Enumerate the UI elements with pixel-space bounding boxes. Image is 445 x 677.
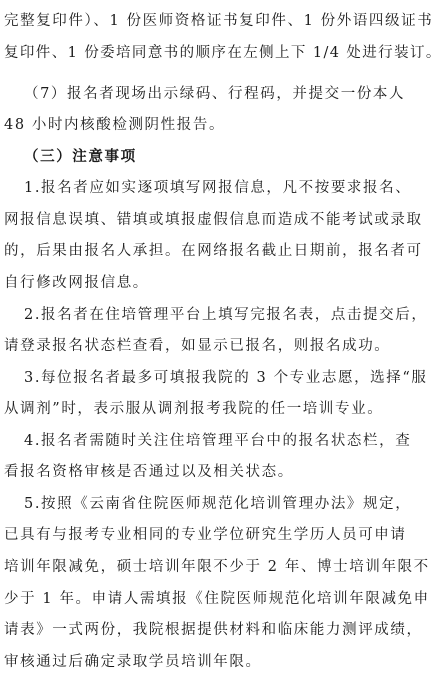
text-line: 请登录报名状态栏查看，如显示已报名，则报名成功。 [4,338,391,354]
text-line: 完整复印件）、1 份医师资格证书复印件、1 份外语四级证书 [4,13,434,29]
text-line: 3.每位报名者最多可填报我院的 3 个专业志愿，选择“服 [24,370,428,386]
text-line: 培训年限减免，硕士培训年限不少于 2 年、博士培训年限不 [4,559,430,575]
text-line: 48 小时内核酸检测阴性报告。 [4,117,226,133]
text-line: （7）报名者现场出示绿码、行程码，并提交一份本人 [24,86,406,102]
text-line: 看报名资格审核是否通过以及相关状态。 [4,464,294,480]
section-heading: （三）注意事项 [24,148,137,165]
text-line: 2.报名者在住培管理平台上填写完报名表，点击提交后， [24,307,428,323]
text-line: 4.报名者需随时关注住培管理平台中的报名状态栏，查 [24,433,412,449]
text-line: 从调剂”时，表示服从调剂报考我院的任一培训专业。 [4,401,384,417]
text-line: 5.按照《云南省住院医师规范化培训管理办法》规定， [24,496,412,512]
text-line: 少于 1 年。申请人需填报《住院医师规范化培训年限减免申 [4,591,430,607]
text-line: 自行修改网报信息。 [4,275,149,291]
text-line: 已具有与报考专业相同的专业学位研究生学历人员可申请 [4,527,407,543]
text-line: 复印件、1 份委培同意书的顺序在左侧上下 1/4 处进行装订。 [4,45,442,61]
text-line: 审核通过后确定录取学员培训年限。 [4,654,262,670]
text-line: 请表》一式两份，我院根据提供材料和临床能力测评成绩， [4,622,423,638]
text-line: 1.报名者应如实逐项填写网报信息，凡不按要求报名、 [24,180,412,196]
text-line: 网报信息误填、错填或填报虚假信息而造成不能考试或录取 [4,212,423,228]
text-line: 的，后果由报名人承担。在网络报名截止日期前，报名者可 [4,243,423,259]
